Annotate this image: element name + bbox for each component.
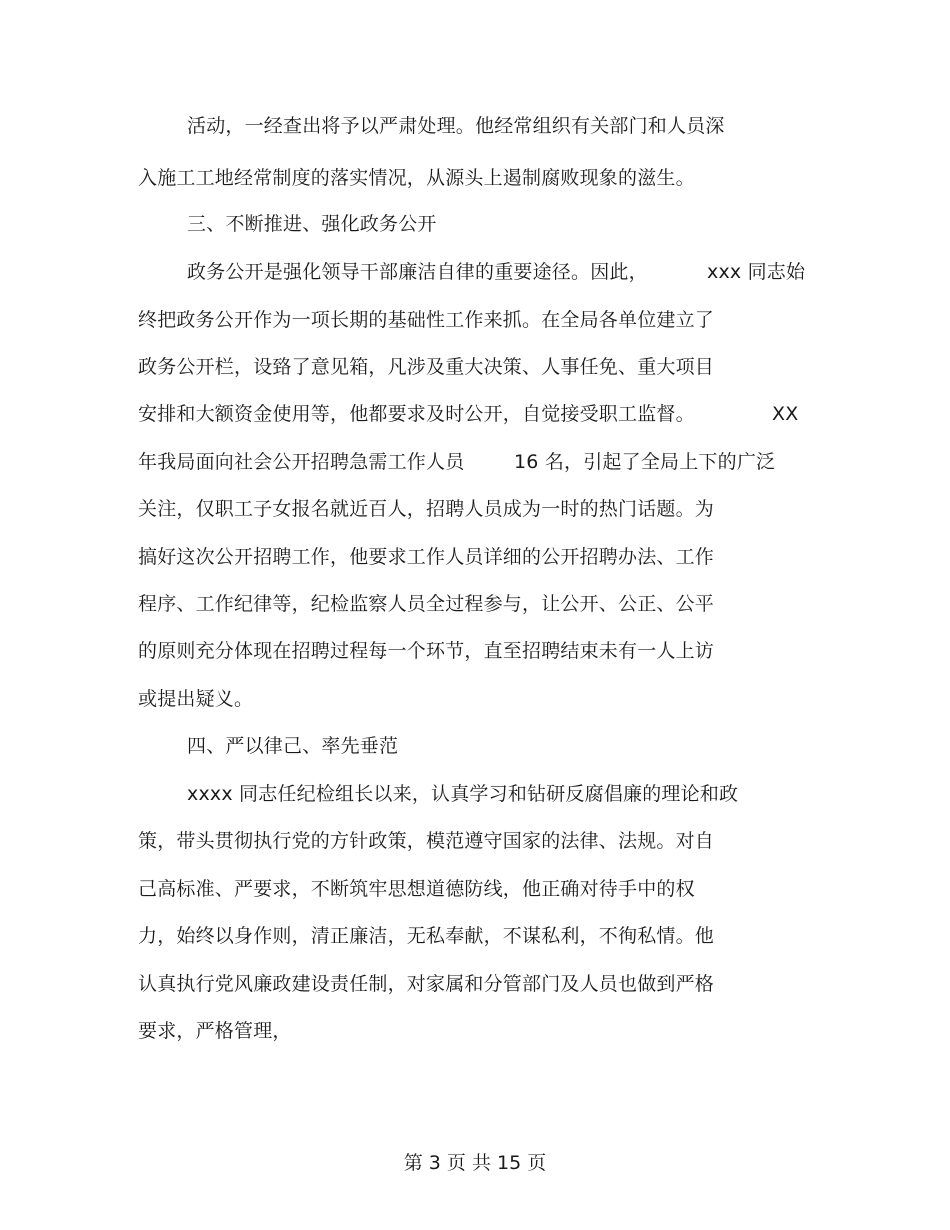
paragraph-line: 要求，严格管理， (138, 1020, 292, 1042)
paragraph-line: 年我局面向社会公开招聘急需工作人员 (138, 451, 465, 473)
paragraph-line: 力，始终以身作则，清正廉洁，无私奉献，不谋私利，不徇私情。他 (138, 925, 715, 947)
paragraph-line: 政务公开是强化领导干部廉洁自律的重要途径。因此， (187, 261, 648, 283)
paragraph-line: 或提出疑义。 (138, 688, 254, 710)
page-footer: 第 3 页 共 15 页 (403, 1152, 547, 1174)
paragraph-line: 程序、工作纪律等，纪检监察人员全过程参与，让公开、公正、公平 (138, 593, 715, 615)
paragraph-line: 认真执行党风廉政建设责任制，对家属和分管部门及人员也做到严格 (138, 973, 715, 995)
paragraph-line: xxxx 同志任纪检组长以来，认真学习和钻研反腐倡廉的理论和政 (187, 783, 739, 805)
paragraph-line-fragment: xxx 同志始 (707, 261, 806, 283)
paragraph-line: 策，带头贯彻执行党的方针政策，模范遵守国家的法律、法规。对自 (138, 830, 715, 852)
paragraph-line: 入施工工地经常制度的落实情况，从源头上遏制腐败现象的滋生。 (138, 167, 695, 189)
section-heading: 四、严以律己、率先垂范 (187, 735, 399, 757)
paragraph-line: 活动，一经查出将予以严肃处理。他经常组织有关部门和人员深 (187, 115, 725, 137)
paragraph-line: 己高标准、严要求，不断筑牢思想道德防线，他正确对待手中的权 (138, 878, 695, 900)
paragraph-line: 政务公开栏，设臵了意见箱，凡涉及重大决策、人事任免、重大项目 (138, 356, 715, 378)
paragraph-line: 终把政务公开作为一项长期的基础性工作来抓。在全局各单位建立了 (138, 309, 715, 331)
paragraph-line-fragment: 16 名，引起了全局上下的广泛 (514, 451, 776, 473)
paragraph-line: 搞好这次公开招聘工作，他要求工作人员详细的公开招聘办法、工作 (138, 546, 715, 568)
paragraph-line: 关注，仅职工子女报名就近百人，招聘人员成为一时的热门话题。为 (138, 498, 715, 520)
paragraph-line: 的原则充分体现在招聘过程每一个环节，直至招聘结束未有一人上访 (138, 640, 715, 662)
section-heading: 三、不断推进、强化政务公开 (187, 213, 437, 235)
paragraph-line: 安排和大额资金使用等，他都要求及时公开，自觉接受职工监督。 (138, 403, 695, 425)
paragraph-line-fragment: XX (772, 403, 799, 425)
